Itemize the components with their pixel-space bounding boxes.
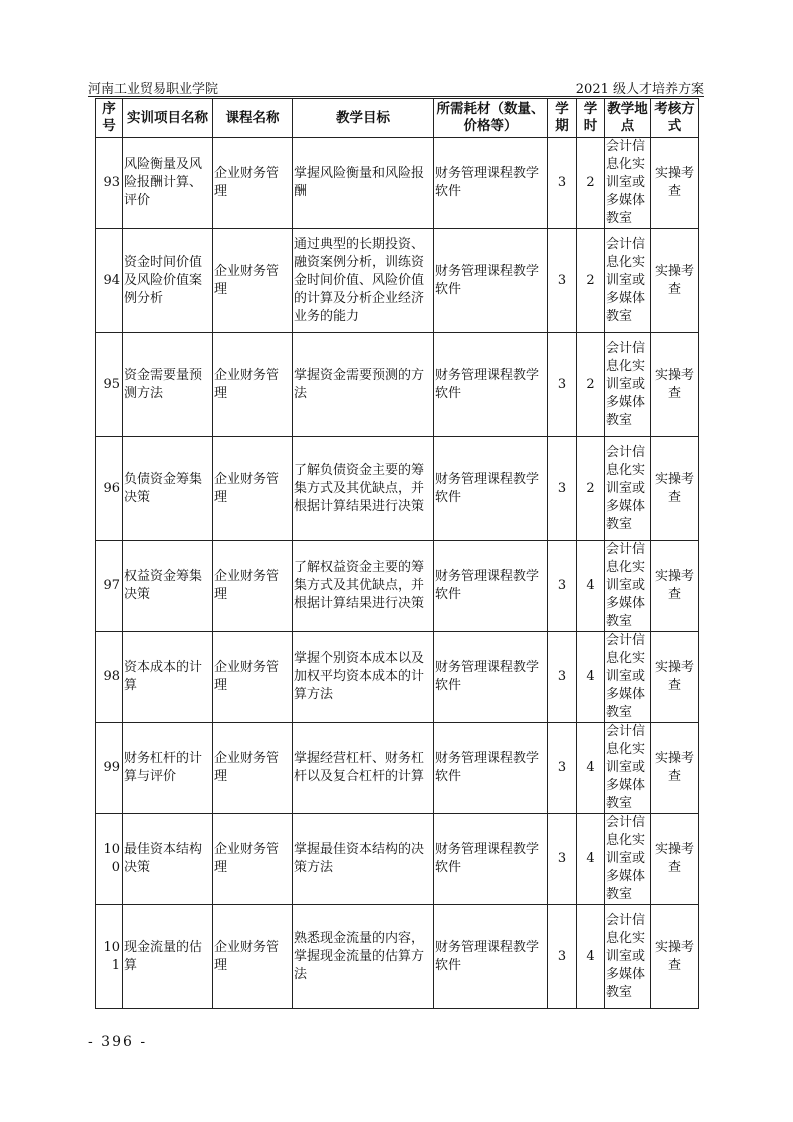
table-body	[96, 138, 699, 1009]
cell-assessment: 实操考查	[651, 632, 699, 723]
cell-materials: 财务管理课程教学软件	[434, 905, 548, 1009]
cell-goal: 掌握风险衡量和风险报酬	[293, 138, 434, 229]
cell-materials: 财务管理课程教学软件	[434, 814, 548, 905]
cell-course: 企业财务管理	[213, 814, 293, 905]
table-row	[96, 541, 699, 632]
cell-materials: 财务管理课程教学软件	[434, 333, 548, 437]
cell-seq: 94	[96, 229, 123, 333]
cell-semester: 3	[548, 632, 577, 723]
cell-semester: 3	[548, 814, 577, 905]
cell-goal: 熟悉现金流量的内容，掌握现金流量的估算方法	[293, 905, 434, 1009]
cell-location: 会计信息化实训室或多媒体教室	[605, 437, 651, 541]
header-goal: 教学目标	[293, 99, 434, 138]
cell-course: 企业财务管理	[213, 905, 293, 1009]
cell-course: 企业财务管理	[213, 437, 293, 541]
cell-materials: 财务管理课程教学软件	[434, 541, 548, 632]
cell-materials: 财务管理课程教学软件	[434, 632, 548, 723]
cell-location: 会计信息化实训室或多媒体教室	[605, 333, 651, 437]
cell-course: 企业财务管理	[213, 541, 293, 632]
cell-hours: 4	[577, 541, 605, 632]
cell-assessment: 实操考查	[651, 905, 699, 1009]
cell-project: 资金需要量预测方法	[123, 333, 213, 437]
table-row	[96, 333, 699, 437]
header-hours: 学时	[577, 99, 605, 138]
cell-seq: 98	[96, 632, 123, 723]
table-row	[96, 723, 699, 814]
cell-semester: 3	[548, 333, 577, 437]
cell-project: 现金流量的估算	[123, 905, 213, 1009]
cell-materials: 财务管理课程教学软件	[434, 229, 548, 333]
cell-course: 企业财务管理	[213, 229, 293, 333]
page-header	[88, 76, 704, 96]
cell-hours: 4	[577, 632, 605, 723]
cell-goal: 通过典型的长期投资、融资案例分析，训练资金时间价值、风险价值的计算及分析企业经济业务的能力	[293, 229, 434, 333]
table-row	[96, 905, 699, 1009]
header-semester: 学期	[548, 99, 577, 138]
cell-location: 会计信息化实训室或多媒体教室	[605, 723, 651, 814]
header-project: 实训项目名称	[123, 99, 213, 138]
cell-goal: 了解权益资金主要的筹集方式及其优缺点，并根据计算结果进行决策	[293, 541, 434, 632]
cell-materials: 财务管理课程教学软件	[434, 437, 548, 541]
cell-hours: 2	[577, 229, 605, 333]
header-assessment: 考核方式	[651, 99, 699, 138]
cell-project: 资金时间价值及风险价值案例分析	[123, 229, 213, 333]
cell-assessment: 实操考查	[651, 138, 699, 229]
training-projects-table	[95, 98, 699, 1009]
cell-project: 财务杠杆的计算与评价	[123, 723, 213, 814]
cell-course: 企业财务管理	[213, 333, 293, 437]
cell-materials: 财务管理课程教学软件	[434, 723, 548, 814]
cell-project: 权益资金筹集决策	[123, 541, 213, 632]
cell-goal: 掌握经营杠杆、财务杠杆以及复合杠杆的计算	[293, 723, 434, 814]
header-materials: 所需耗材（数量、价格等）	[434, 99, 548, 138]
cell-seq: 99	[96, 723, 123, 814]
cell-project: 风险衡量及风险报酬计算、评价	[123, 138, 213, 229]
cell-location: 会计信息化实训室或多媒体教室	[605, 632, 651, 723]
header-course: 课程名称	[213, 99, 293, 138]
cell-seq: 101	[96, 905, 123, 1009]
cell-hours: 2	[577, 138, 605, 229]
table-header-row	[96, 99, 699, 138]
table-row	[96, 229, 699, 333]
cell-location: 会计信息化实训室或多媒体教室	[605, 138, 651, 229]
header-location: 教学地点	[605, 99, 651, 138]
cell-semester: 3	[548, 229, 577, 333]
cell-seq: 95	[96, 333, 123, 437]
cell-semester: 3	[548, 905, 577, 1009]
cell-goal: 掌握最佳资本结构的决策方法	[293, 814, 434, 905]
cell-hours: 4	[577, 723, 605, 814]
table-row	[96, 138, 699, 229]
cell-seq: 97	[96, 541, 123, 632]
cell-project: 最佳资本结构决策	[123, 814, 213, 905]
cell-location: 会计信息化实训室或多媒体教室	[605, 541, 651, 632]
school-name: 河南工业贸易职业学院	[88, 82, 219, 97]
cell-project: 资本成本的计算	[123, 632, 213, 723]
cell-assessment: 实操考查	[651, 723, 699, 814]
cell-materials: 财务管理课程教学软件	[434, 138, 548, 229]
cell-seq: 93	[96, 138, 123, 229]
page-number: - 396 -	[88, 1034, 148, 1050]
cell-hours: 2	[577, 333, 605, 437]
cell-location: 会计信息化实训室或多媒体教室	[605, 814, 651, 905]
cell-goal: 掌握资金需要预测的方法	[293, 333, 434, 437]
cell-assessment: 实操考查	[651, 229, 699, 333]
cell-course: 企业财务管理	[213, 632, 293, 723]
cell-assessment: 实操考查	[651, 437, 699, 541]
cell-semester: 3	[548, 138, 577, 229]
cell-location: 会计信息化实训室或多媒体教室	[605, 905, 651, 1009]
table-row	[96, 814, 699, 905]
cell-assessment: 实操考查	[651, 541, 699, 632]
cell-semester: 3	[548, 723, 577, 814]
cell-course: 企业财务管理	[213, 138, 293, 229]
cell-course: 企业财务管理	[213, 723, 293, 814]
cell-assessment: 实操考查	[651, 333, 699, 437]
cell-seq: 100	[96, 814, 123, 905]
cell-semester: 3	[548, 541, 577, 632]
cell-goal: 了解负债资金主要的筹集方式及其优缺点，并根据计算结果进行决策	[293, 437, 434, 541]
cell-hours: 4	[577, 905, 605, 1009]
cell-location: 会计信息化实训室或多媒体教室	[605, 229, 651, 333]
cell-project: 负债资金筹集决策	[123, 437, 213, 541]
plan-title: 2021 级人才培养方案	[575, 82, 704, 97]
cell-hours: 2	[577, 437, 605, 541]
table-row	[96, 632, 699, 723]
table-row	[96, 437, 699, 541]
cell-seq: 96	[96, 437, 123, 541]
header-seq: 序号	[96, 99, 123, 138]
cell-hours: 4	[577, 814, 605, 905]
cell-semester: 3	[548, 437, 577, 541]
cell-assessment: 实操考查	[651, 814, 699, 905]
header-divider	[88, 96, 704, 97]
cell-goal: 掌握个别资本成本以及加权平均资本成本的计算方法	[293, 632, 434, 723]
